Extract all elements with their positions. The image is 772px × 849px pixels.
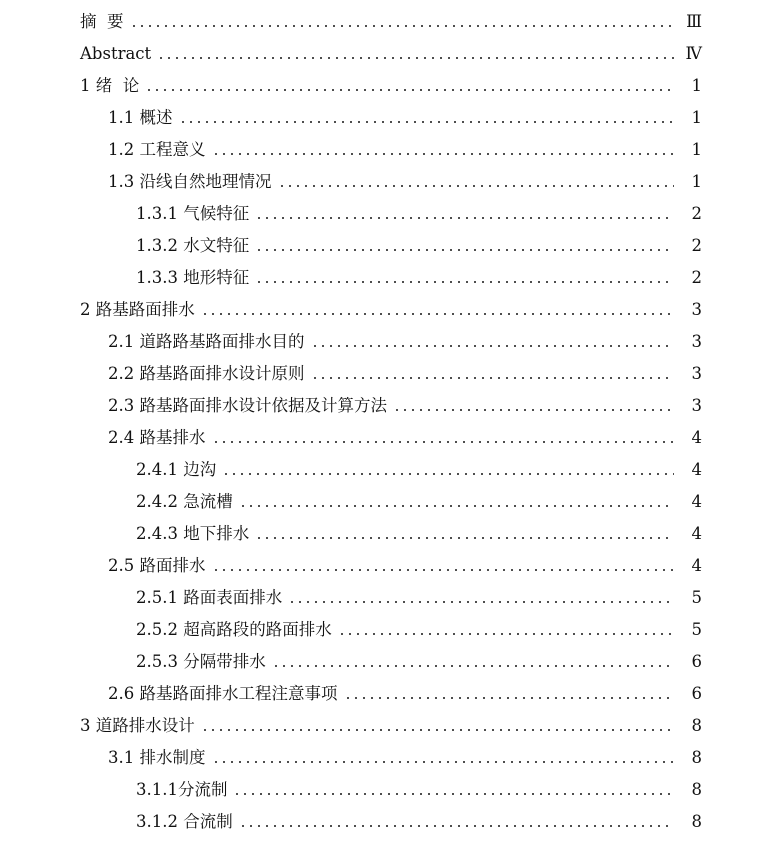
- toc-entry-subsection-2-5-2[interactable]: [0, 614, 772, 646]
- dot-leader: [255, 249, 674, 251]
- toc-entry-title: 2.2 路基路面排水设计原则: [108, 363, 305, 383]
- toc-entry-title: 2.5.2 超高路段的路面排水: [136, 619, 332, 639]
- toc-entry-subsection-3-1-2[interactable]: [0, 806, 772, 838]
- dot-leader: [311, 345, 675, 347]
- toc-entry-page: 2: [691, 267, 702, 287]
- toc-entry-title: 2 路基路面排水: [80, 299, 195, 319]
- toc-entry-title: 摘 要: [80, 11, 124, 31]
- dot-leader: [272, 665, 674, 667]
- toc-entry-title: 3.1.1分流制: [136, 779, 228, 799]
- toc-entry-subsection-2-4-2[interactable]: [0, 486, 772, 518]
- toc-entry-page: 1: [691, 171, 702, 191]
- toc-entry-chapter-2[interactable]: [0, 294, 772, 326]
- toc-entry-page: 1: [691, 139, 702, 159]
- dot-leader: [255, 217, 674, 219]
- toc-entry-section-2-5[interactable]: [0, 550, 772, 582]
- toc-entry-title: 1.3 沿线自然地理情况: [108, 171, 272, 191]
- toc-entry-page: 4: [691, 459, 702, 479]
- toc-entry-subsection-1-3-2[interactable]: [0, 230, 772, 262]
- toc-entry-page: 1: [691, 75, 702, 95]
- toc-entry-section-2-4[interactable]: [0, 422, 772, 454]
- toc-entry-title: 1.3.1 气候特征: [136, 203, 250, 223]
- toc-entry-title: 2.5.1 路面表面排水: [136, 587, 283, 607]
- dot-leader: [233, 793, 674, 795]
- toc-entry-title: 2.4.1 边沟: [136, 459, 217, 479]
- toc-entry-section-2-6[interactable]: [0, 678, 772, 710]
- toc-entry-page: Ⅳ: [685, 43, 702, 63]
- toc-entry-page: 4: [691, 523, 702, 543]
- toc-entry-title: 1.2 工程意义: [108, 139, 206, 159]
- toc-entry-page: 3: [691, 395, 702, 415]
- toc-entry-title: 2.5 路面排水: [108, 555, 206, 575]
- toc-entry-title: 1 绪 论: [80, 75, 140, 95]
- dot-leader: [201, 313, 674, 315]
- toc-entry-title: 1.3.2 水文特征: [136, 235, 250, 255]
- toc-entry-section-2-3[interactable]: [0, 390, 772, 422]
- dot-leader: [212, 441, 675, 443]
- dot-leader: [145, 89, 674, 91]
- toc-entry-title: Abstract: [80, 43, 152, 63]
- toc-entry-page: 2: [691, 235, 702, 255]
- toc-entry-title: 2.6 路基路面排水工程注意事项: [108, 683, 338, 703]
- toc-entry-subsection-1-3-1[interactable]: [0, 198, 772, 230]
- dot-leader: [288, 601, 674, 603]
- dot-leader: [239, 505, 674, 507]
- toc-entry-page: 4: [691, 555, 702, 575]
- toc-entry-chapter-3[interactable]: [0, 710, 772, 742]
- toc-entry-page: 4: [691, 491, 702, 511]
- toc-entry-section-1-1[interactable]: [0, 102, 772, 134]
- toc-entry-section-2-1[interactable]: [0, 326, 772, 358]
- dot-leader: [222, 473, 674, 475]
- dot-leader: [179, 121, 675, 123]
- toc-entry-page: 6: [691, 651, 702, 671]
- toc-entry-section-2-2[interactable]: [0, 358, 772, 390]
- dot-leader: [278, 185, 675, 187]
- toc-entry-subsection-3-1-1[interactable]: [0, 774, 772, 806]
- toc-entry-title: 2.4.2 急流槽: [136, 491, 233, 511]
- dot-leader: [201, 729, 674, 731]
- toc-entry-page: 8: [691, 715, 702, 735]
- toc-entry-section-1-2[interactable]: [0, 134, 772, 166]
- dot-leader: [255, 537, 674, 539]
- dot-leader: [338, 633, 674, 635]
- toc-entry-title: 1.3.3 地形特征: [136, 267, 250, 287]
- toc-entry-title: 1.1 概述: [108, 107, 173, 127]
- toc-entry-subsection-2-5-1[interactable]: [0, 582, 772, 614]
- toc-entry-page: 8: [691, 779, 702, 799]
- toc-entry-abstract-en[interactable]: [0, 38, 772, 70]
- dot-leader: [393, 409, 674, 411]
- toc-entry-title: 2.3 路基路面排水设计依据及计算方法: [108, 395, 387, 415]
- toc-entry-page: 8: [691, 747, 702, 767]
- toc-entry-title: 3.1.2 合流制: [136, 811, 233, 831]
- toc-entry-page: 8: [691, 811, 702, 831]
- dot-leader: [212, 569, 675, 571]
- dot-leader: [239, 825, 674, 827]
- toc-entry-title: 2.5.3 分隔带排水: [136, 651, 266, 671]
- toc-entry-page: 3: [691, 363, 702, 383]
- dot-leader: [311, 377, 675, 379]
- toc-entry-page: 3: [691, 299, 702, 319]
- toc-entry-subsection-2-4-3[interactable]: [0, 518, 772, 550]
- toc-entry-subsection-2-4-1[interactable]: [0, 454, 772, 486]
- dot-leader: [212, 153, 675, 155]
- toc-entry-page: 3: [691, 331, 702, 351]
- toc-entry-subsection-2-5-3[interactable]: [0, 646, 772, 678]
- table-of-contents: [0, 6, 772, 838]
- toc-entry-page: Ⅲ: [686, 11, 702, 31]
- toc-entry-chapter-1[interactable]: [0, 70, 772, 102]
- toc-entry-page: 4: [691, 427, 702, 447]
- dot-leader: [344, 697, 675, 699]
- toc-entry-page: 5: [691, 587, 702, 607]
- toc-entry-title: 2.4 路基排水: [108, 427, 206, 447]
- toc-entry-page: 6: [691, 683, 702, 703]
- toc-entry-title: 2.4.3 地下排水: [136, 523, 250, 543]
- dot-leader: [157, 57, 674, 59]
- dot-leader: [255, 281, 674, 283]
- toc-entry-section-1-3[interactable]: [0, 166, 772, 198]
- toc-entry-section-3-1[interactable]: [0, 742, 772, 774]
- toc-entry-title: 3.1 排水制度: [108, 747, 206, 767]
- toc-entry-abstract-cn[interactable]: [0, 6, 772, 38]
- toc-entry-page: 1: [691, 107, 702, 127]
- toc-entry-title: 3 道路排水设计: [80, 715, 195, 735]
- toc-entry-subsection-1-3-3[interactable]: [0, 262, 772, 294]
- dot-leader: [130, 25, 675, 27]
- toc-entry-page: 2: [691, 203, 702, 223]
- dot-leader: [212, 761, 675, 763]
- toc-entry-page: 5: [691, 619, 702, 639]
- toc-entry-title: 2.1 道路路基路面排水目的: [108, 331, 305, 351]
